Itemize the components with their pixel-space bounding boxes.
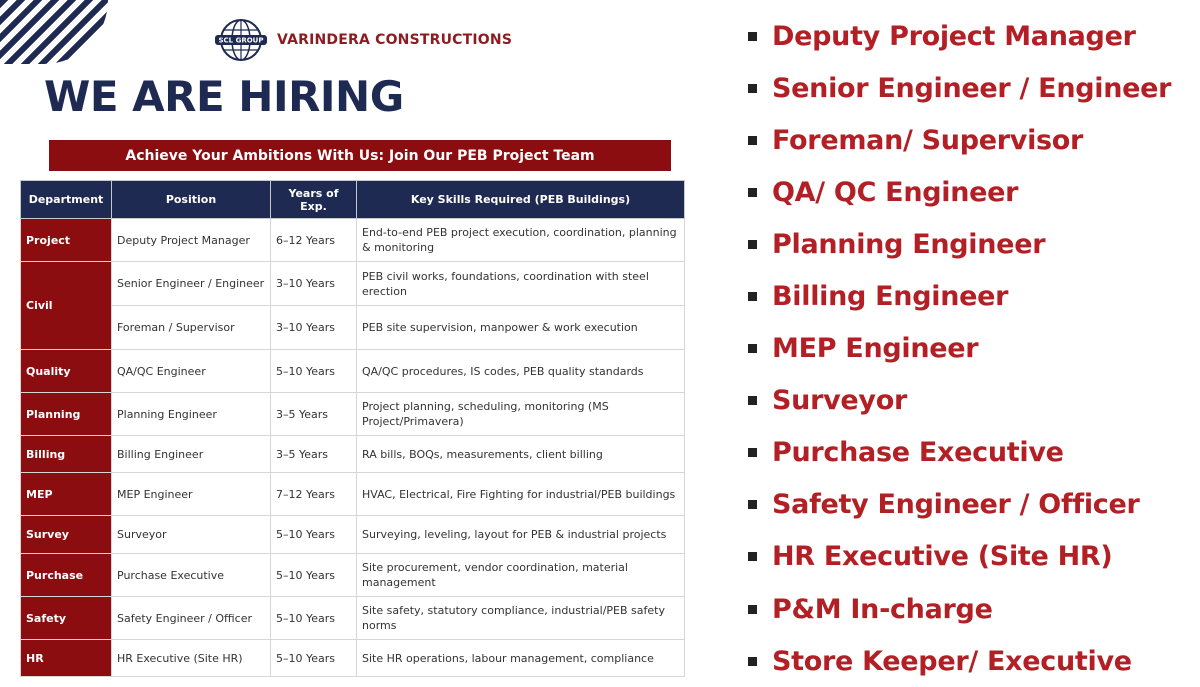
role-title: Deputy Project Manager: [772, 20, 1136, 52]
position-cell: Billing Engineer: [112, 436, 271, 473]
department-cell: Survey: [21, 516, 112, 554]
position-cell: Foreman / Supervisor: [112, 306, 271, 350]
department-cell: Planning: [21, 393, 112, 436]
position-cell: Deputy Project Manager: [112, 219, 271, 262]
table-row: [21, 516, 685, 554]
experience-cell: 6–12 Years: [271, 219, 357, 262]
position-cell: QA/QC Engineer: [112, 350, 271, 393]
table-row: [21, 640, 685, 677]
experience-cell: 5–10 Years: [271, 350, 357, 393]
list-item: [748, 166, 1171, 218]
role-title: MEP Engineer: [772, 333, 979, 365]
square-bullet-icon: [748, 605, 757, 614]
position-cell: MEP Engineer: [112, 473, 271, 516]
skills-cell: HVAC, Electrical, Fire Fighting for industrial/PEB buildings: [357, 473, 685, 516]
role-title: QA/ QC Engineer: [772, 176, 1019, 208]
corner-stripes-decoration: [0, 0, 108, 64]
skills-cell: Site procurement, vendor coordination, material management: [357, 554, 685, 597]
list-item: [748, 270, 1171, 322]
open-roles-list: [748, 10, 1171, 687]
experience-cell: 5–10 Years: [271, 640, 357, 677]
square-bullet-icon: [748, 448, 757, 457]
list-item: [748, 114, 1171, 166]
header-experience: Years of Exp.: [271, 181, 357, 219]
department-cell: Quality: [21, 350, 112, 393]
skills-cell: End-to-end PEB project execution, coordination, planning & monitoring: [357, 219, 685, 262]
experience-cell: 7–12 Years: [271, 473, 357, 516]
role-title: Surveyor: [772, 385, 907, 417]
list-item: [748, 427, 1171, 479]
jobs-table: [20, 180, 685, 677]
experience-cell: 3–5 Years: [271, 393, 357, 436]
list-item: [748, 323, 1171, 375]
department-cell: Civil: [21, 262, 112, 350]
skills-cell: RA bills, BOQs, measurements, client billing: [357, 436, 685, 473]
jobs-table-container: [20, 180, 684, 677]
department-cell: Project: [21, 219, 112, 262]
department-cell: Billing: [21, 436, 112, 473]
table-row: [21, 393, 685, 436]
department-cell: Safety: [21, 597, 112, 640]
skills-cell: QA/QC procedures, IS codes, PEB quality standards: [357, 350, 685, 393]
experience-cell: 3–5 Years: [271, 436, 357, 473]
square-bullet-icon: [748, 240, 757, 249]
list-item: [748, 62, 1171, 114]
square-bullet-icon: [748, 657, 757, 666]
skills-cell: PEB civil works, foundations, coordination with steel erection: [357, 262, 685, 306]
experience-cell: 5–10 Years: [271, 554, 357, 597]
experience-cell: 3–10 Years: [271, 306, 357, 350]
position-cell: Surveyor: [112, 516, 271, 554]
globe-logo-icon: [213, 16, 269, 64]
experience-cell: 3–10 Years: [271, 262, 357, 306]
role-title: Foreman/ Supervisor: [772, 124, 1084, 156]
square-bullet-icon: [748, 188, 757, 197]
square-bullet-icon: [748, 32, 757, 41]
skills-cell: Project planning, scheduling, monitoring (MS Project/Primavera): [357, 393, 685, 436]
position-cell: Purchase Executive: [112, 554, 271, 597]
square-bullet-icon: [748, 136, 757, 145]
list-item: [748, 479, 1171, 531]
skills-cell: PEB site supervision, manpower & work execution: [357, 306, 685, 350]
list-item: [748, 635, 1171, 687]
square-bullet-icon: [748, 292, 757, 301]
list-item: [748, 218, 1171, 270]
banner-tagline: Achieve Your Ambitions With Us: Join Our PEB Project Team: [49, 140, 671, 171]
position-cell: HR Executive (Site HR): [112, 640, 271, 677]
role-title: Safety Engineer / Officer: [772, 489, 1140, 521]
square-bullet-icon: [748, 396, 757, 405]
list-item: [748, 375, 1171, 427]
skills-cell: Site safety, statutory compliance, industrial/PEB safety norms: [357, 597, 685, 640]
position-cell: Senior Engineer / Engineer: [112, 262, 271, 306]
position-cell: Planning Engineer: [112, 393, 271, 436]
table-row: [21, 306, 685, 350]
skills-cell: Site HR operations, labour management, compliance: [357, 640, 685, 677]
department-cell: Purchase: [21, 554, 112, 597]
table-row: [21, 350, 685, 393]
role-title: HR Executive (Site HR): [772, 541, 1113, 573]
experience-cell: 5–10 Years: [271, 597, 357, 640]
header-department: Department: [21, 181, 112, 219]
experience-cell: 5–10 Years: [271, 516, 357, 554]
department-cell: HR: [21, 640, 112, 677]
list-item: [748, 583, 1171, 635]
table-row: [21, 473, 685, 516]
role-title: Planning Engineer: [772, 228, 1046, 260]
square-bullet-icon: [748, 552, 757, 561]
table-header-row: [21, 181, 685, 219]
table-row: [21, 436, 685, 473]
role-title: Senior Engineer / Engineer: [772, 72, 1172, 104]
company-name: VARINDERA CONSTRUCTIONS: [277, 32, 513, 48]
role-title: P&M In-charge: [772, 593, 993, 625]
table-row: [21, 262, 685, 306]
list-item: [748, 531, 1171, 583]
role-title: Store Keeper/ Executive: [772, 645, 1132, 677]
header-position: Position: [112, 181, 271, 219]
table-row: [21, 219, 685, 262]
page-title: WE ARE HIRING: [44, 72, 404, 121]
table-row: [21, 554, 685, 597]
square-bullet-icon: [748, 84, 757, 93]
brand-logo-text: SCL GROUP: [218, 36, 264, 45]
square-bullet-icon: [748, 500, 757, 509]
position-cell: Safety Engineer / Officer: [112, 597, 271, 640]
table-row: [21, 597, 685, 640]
header-skills: Key Skills Required (PEB Buildings): [357, 181, 685, 219]
brand-header: [213, 16, 512, 64]
role-title: Purchase Executive: [772, 437, 1064, 469]
role-title: Billing Engineer: [772, 281, 1009, 313]
square-bullet-icon: [748, 344, 757, 353]
list-item: [748, 10, 1171, 62]
department-cell: MEP: [21, 473, 112, 516]
skills-cell: Surveying, leveling, layout for PEB & industrial projects: [357, 516, 685, 554]
